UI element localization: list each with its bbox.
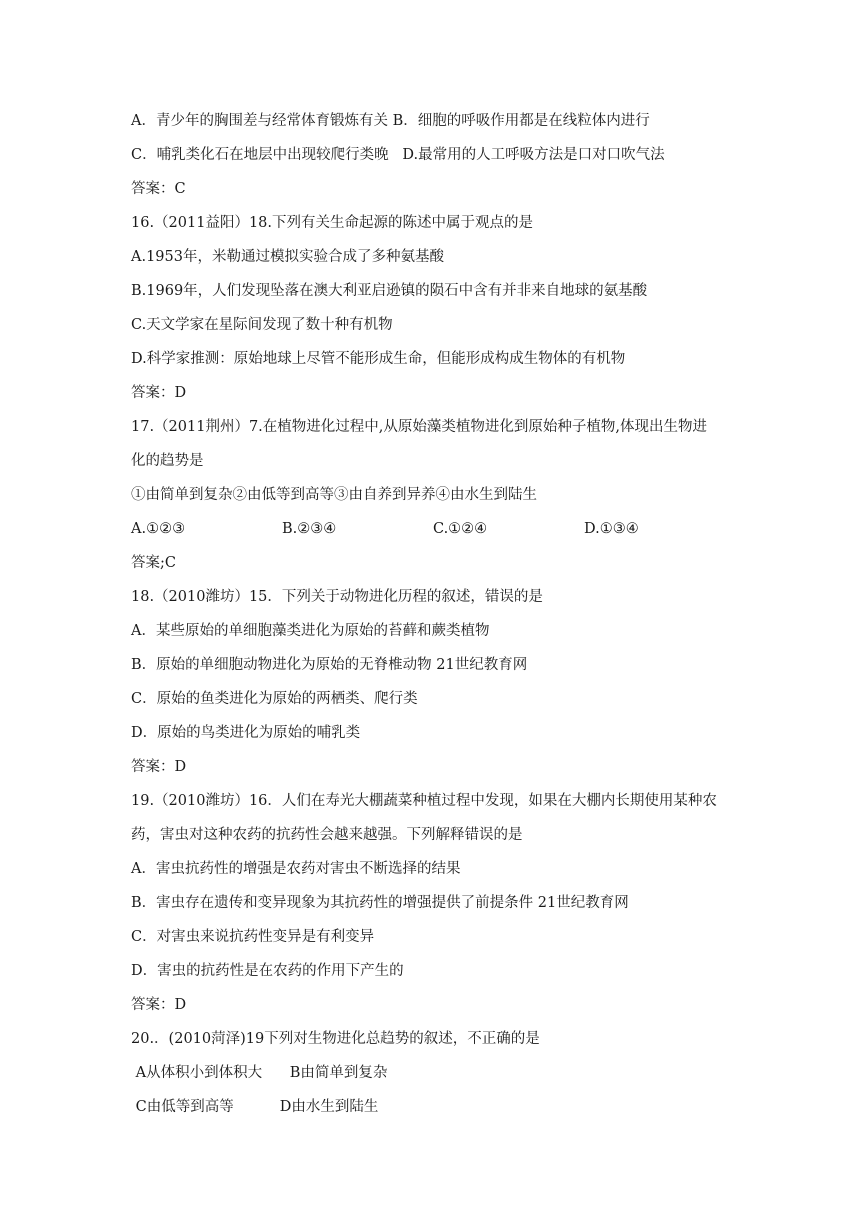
text-line: C．哺乳类化石在地层中出现较爬行类晚 D.最常用的人工呼吸方法是口对口吹气法 xyxy=(131,147,665,163)
option-line: C由低等到高等 D由水生到陆生 xyxy=(131,1099,379,1115)
text-line: A．青少年的胸围差与经常体育锻炼有关 B．细胞的呼吸作用都是在线粒体内进行 xyxy=(131,113,650,129)
option-line: C．对害虫来说抗药性变异是有利变异 xyxy=(131,929,375,945)
option-line: B.1969年，人们发现坠落在澳大利亚启逊镇的陨石中含有并非来自地球的氨基酸 xyxy=(131,283,648,299)
question-19: 19.（2010潍坊）16．人们在寿光大棚蔬菜种植过程中发现，如果在大棚内长期使用某种农 xyxy=(131,793,717,809)
option-a: A.①②③ xyxy=(131,521,186,537)
answer-line: 答案;C xyxy=(131,555,176,571)
answer-line: 答案：C xyxy=(131,181,186,197)
option-line: D.科学家推测：原始地球上尽管不能形成生命，但能形成构成生物体的有机物 xyxy=(131,351,626,367)
answer-line: 答案：D xyxy=(131,385,187,401)
option-line: D．原始的鸟类进化为原始的哺乳类 xyxy=(131,725,361,741)
option-line: A．害虫抗药性的增强是农药对害虫不断选择的结果 xyxy=(131,861,461,877)
option-line: A.1953年，米勒通过模拟实验合成了多种氨基酸 xyxy=(131,249,444,265)
question-20: 20.．(2010菏泽)19下列对生物进化总趋势的叙述，不正确的是 xyxy=(131,1031,540,1047)
option-line: D．害虫的抗药性是在农药的作用下产生的 xyxy=(131,963,404,979)
option-b: B.②③④ xyxy=(282,521,337,537)
question-17-statements: ①由简单到复杂②由低等到高等③由自养到异养④由水生到陆生 xyxy=(131,487,537,503)
option-line: B．原始的单细胞动物进化为原始的无脊椎动物 21世纪教育网 xyxy=(131,657,528,673)
option-line: C.天文学家在星际间发现了数十种有机物 xyxy=(131,317,393,333)
question-16: 16.（2011益阳）18.下列有关生命起源的陈述中属于观点的是 xyxy=(131,215,534,231)
answer-line: 答案：D xyxy=(131,997,187,1013)
question-17-cont: 化的趋势是 xyxy=(131,453,204,469)
question-19-cont: 药，害虫对这种农药的抗药性会越来越强。下列解释错误的是 xyxy=(131,827,523,843)
option-line: A从体积小到体积大 B由简单到复杂 xyxy=(131,1065,388,1081)
option-line: C．原始的鱼类进化为原始的两栖类、爬行类 xyxy=(131,691,418,707)
option-line: B．害虫存在遗传和变异现象为其抗药性的增强提供了前提条件 21世纪教育网 xyxy=(131,895,629,911)
option-c: C.①②④ xyxy=(433,521,488,537)
question-18: 18.（2010潍坊）15．下列关于动物进化历程的叙述，错误的是 xyxy=(131,589,543,605)
question-17: 17.（2011荆州）7.在植物进化过程中,从原始藻类植物进化到原始种子植物,体现出生物进 xyxy=(131,419,708,435)
option-line: A．某些原始的单细胞藻类进化为原始的苔藓和蕨类植物 xyxy=(131,623,490,639)
option-d: D.①③④ xyxy=(584,521,639,537)
answer-line: 答案：D xyxy=(131,759,187,775)
